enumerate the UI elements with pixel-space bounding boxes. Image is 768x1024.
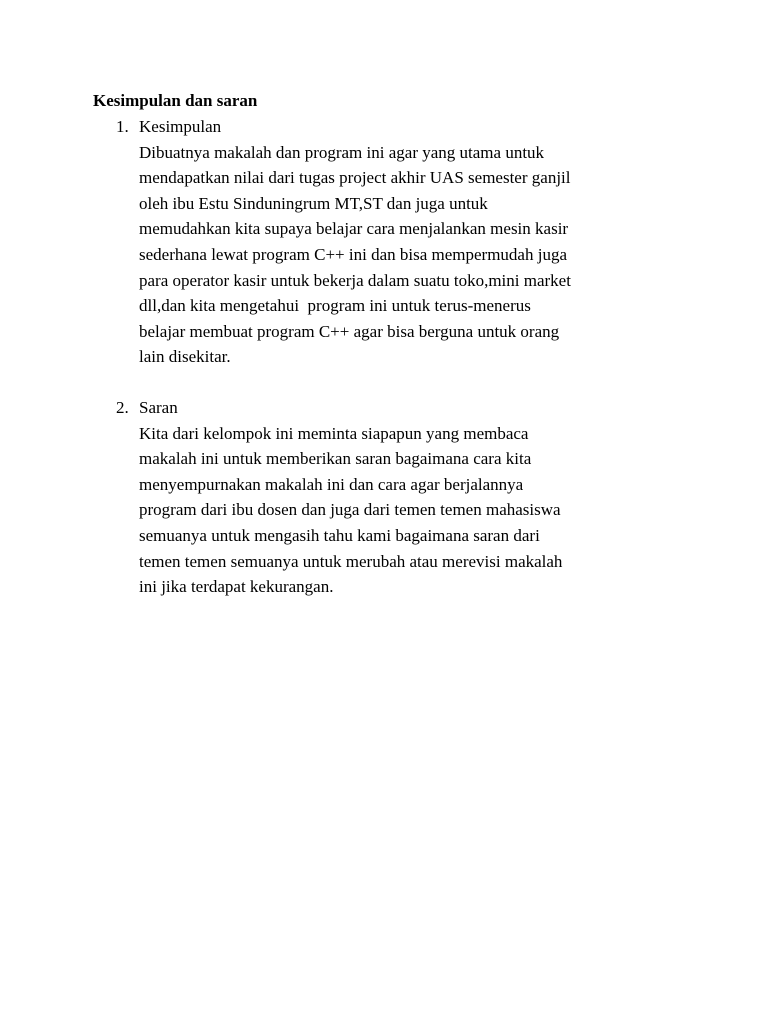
paragraph-line: makalah ini untuk memberikan saran bagaimana cara kita [139, 449, 532, 469]
paragraph-line: lain disekitar. [139, 347, 231, 367]
paragraph-line: program dari ibu dosen dan juga dari temen temen mahasiswa [139, 500, 561, 520]
paragraph-line: Kita dari kelompok ini meminta siapapun yang membaca [139, 423, 529, 443]
paragraph-line: semuanya untuk mengasih tahu kami bagaimana saran dari [139, 525, 540, 545]
paragraph-line: ini jika terdapat kekurangan. [139, 577, 334, 597]
list-number: 1. [116, 117, 129, 136]
section-content [139, 395, 674, 600]
paragraph-line: mendapatkan nilai dari tugas project akhir UAS semester ganjil [139, 168, 571, 188]
paragraph-line: dll,dan kita mengetahui program ini untuk terus-menerus [139, 296, 531, 316]
paragraph-line: para operator kasir untuk bekerja dalam suatu toko,mini market [139, 270, 571, 290]
section-title: Saran [139, 398, 178, 417]
section-title: Kesimpulan [139, 117, 222, 136]
paragraph-line: Dibuatnya makalah dan program ini agar yang utama untuk [139, 142, 545, 162]
document-heading: Kesimpulan dan saran [93, 91, 258, 110]
section-content [139, 114, 674, 370]
paragraph-line: belajar membuat program C++ agar bisa berguna untuk orang [139, 321, 560, 341]
list-number: 2. [116, 398, 129, 417]
paragraph-line: sederhana lewat program C++ ini dan bisa mempermudah juga [139, 244, 567, 264]
paragraph-line: oleh ibu Estu Sinduningrum MT,ST dan juga untuk [139, 193, 488, 213]
paragraph-line: menyempurnakan makalah ini dan cara agar berjalannya [139, 474, 524, 494]
paragraph-line: temen temen semuanya untuk merubah atau merevisi makalah [139, 551, 563, 571]
paragraph-line: memudahkan kita supaya belajar cara menjalankan mesin kasir [139, 219, 569, 239]
